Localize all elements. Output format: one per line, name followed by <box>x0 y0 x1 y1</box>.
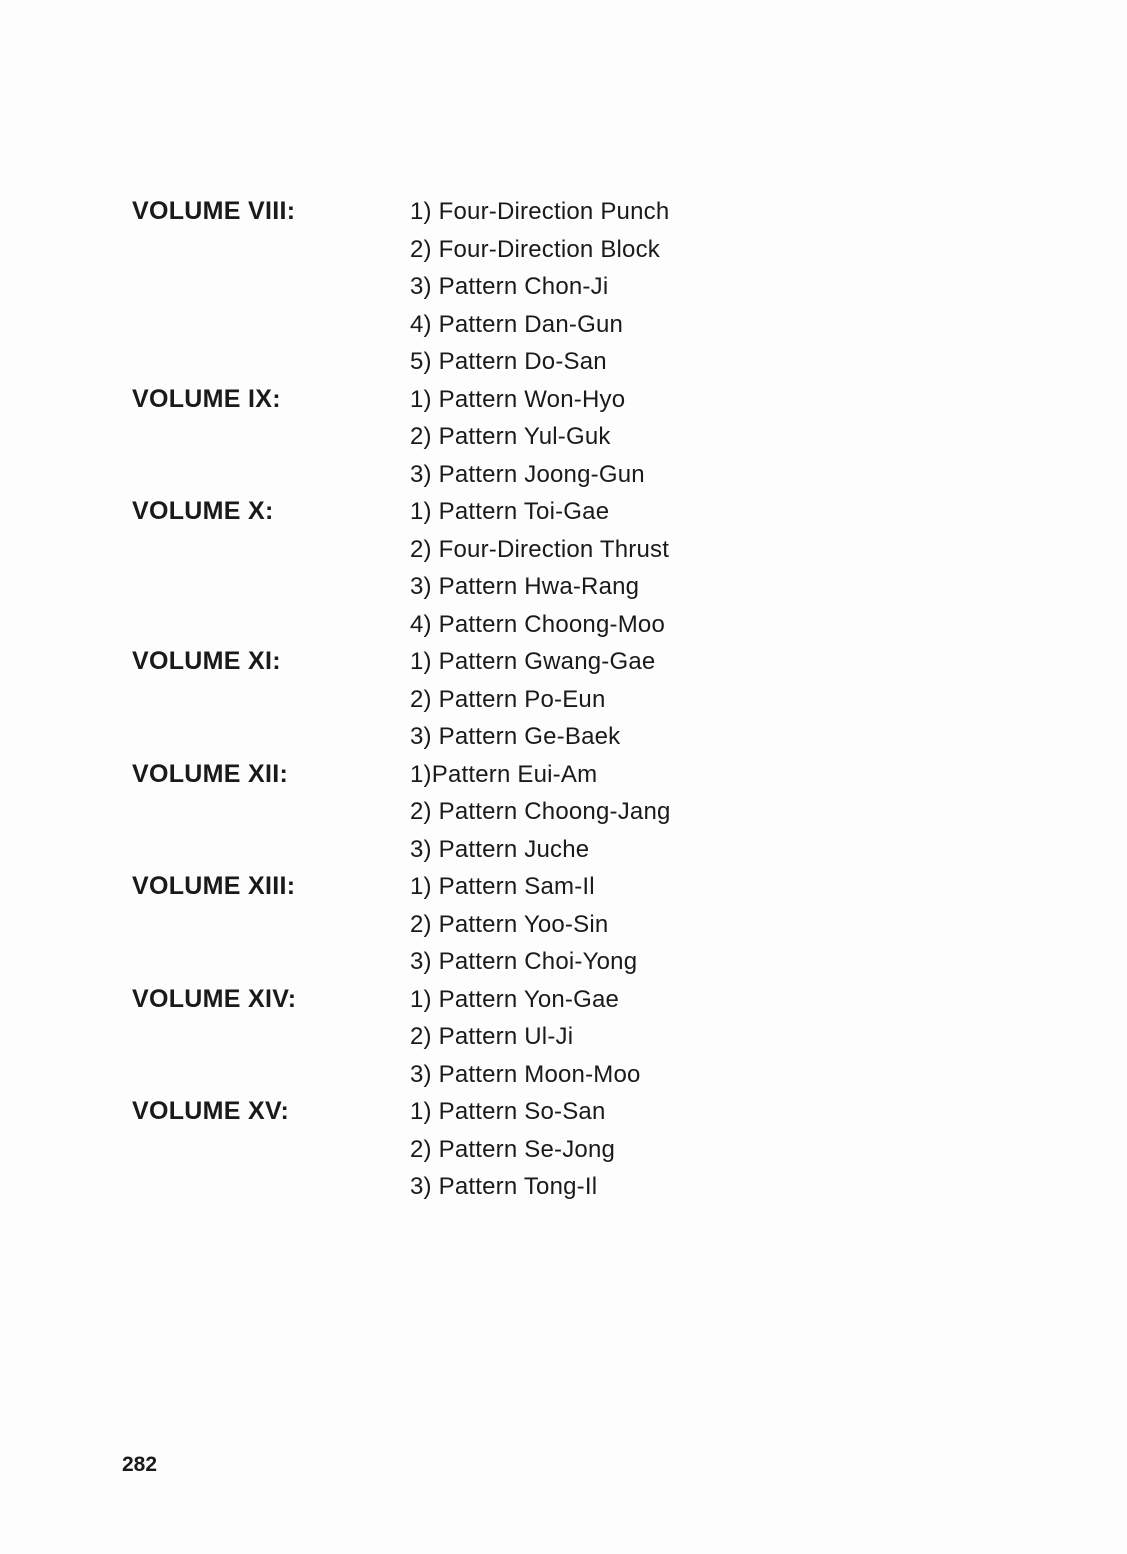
volume-item: 3) Pattern Tong-Il <box>410 1173 598 1200</box>
list-row <box>0 418 1127 456</box>
volume-item: 3) Pattern Chon-Ji <box>410 273 609 300</box>
volume-item: 2) Pattern Yoo-Sin <box>410 910 609 938</box>
list-row <box>0 906 1127 944</box>
list-row <box>0 643 1127 681</box>
volume-item: 1) Four-Direction Punch <box>410 198 670 225</box>
volume-item: 2) Four-Direction Thrust <box>410 535 670 563</box>
list-row <box>0 1093 1127 1131</box>
volume-item: 4) Pattern Choong-Moo <box>410 610 666 638</box>
list-row <box>0 943 1127 981</box>
volume-item: 2) Pattern Yul-Guk <box>410 423 611 450</box>
list-row <box>0 456 1127 494</box>
volume-item: 1) Pattern Sam-Il <box>410 873 595 900</box>
list-row <box>0 231 1127 269</box>
list-row <box>0 1131 1127 1169</box>
volume-item: 2) Pattern Po-Eun <box>410 685 606 713</box>
volume-item: 1) Pattern Gwang-Gae <box>410 648 656 675</box>
list-row <box>0 981 1127 1019</box>
volume-label: VOLUME XI: <box>132 647 281 675</box>
volume-item: 3) Pattern Joong-Gun <box>410 460 645 488</box>
list-row <box>0 1018 1127 1056</box>
list-row <box>0 193 1127 231</box>
volume-label: VOLUME VIII: <box>132 197 296 225</box>
list-row <box>0 831 1127 869</box>
volume-item: 1)Pattern Eui-Am <box>410 760 598 788</box>
volume-label: VOLUME XIII: <box>132 872 296 900</box>
volume-label: VOLUME XII: <box>132 759 289 788</box>
list-row <box>0 756 1127 794</box>
volume-item: 3) Pattern Choi-Yong <box>410 948 638 975</box>
volume-label: VOLUME XV: <box>132 1097 290 1125</box>
volume-label: VOLUME IX: <box>132 384 281 413</box>
list-row <box>0 1168 1127 1206</box>
volume-item: 1) Pattern Won-Hyo <box>410 385 626 413</box>
volume-item: 3) Pattern Ge-Baek <box>410 723 621 750</box>
volume-item: 2) Pattern Ul-Ji <box>410 1023 574 1050</box>
list-row <box>0 1056 1127 1094</box>
list-row <box>0 268 1127 306</box>
volume-item: 1) Pattern Yon-Gae <box>410 985 620 1013</box>
list-row <box>0 718 1127 756</box>
volume-item: 2) Pattern Choong-Jang <box>410 798 671 825</box>
list-row <box>0 568 1127 606</box>
list-row <box>0 868 1127 906</box>
volume-item: 3) Pattern Juche <box>410 835 590 863</box>
list-row <box>0 343 1127 381</box>
volume-item: 3) Pattern Hwa-Rang <box>410 573 640 600</box>
list-row <box>0 493 1127 531</box>
list-row <box>0 606 1127 644</box>
list-row <box>0 681 1127 719</box>
page-number: 282 <box>122 1453 158 1476</box>
list-row <box>0 306 1127 344</box>
volume-item: 3) Pattern Moon-Moo <box>410 1060 641 1088</box>
volume-item: 4) Pattern Dan-Gun <box>410 310 624 338</box>
volume-label: VOLUME XIV: <box>132 984 297 1013</box>
volume-item: 2) Pattern Se-Jong <box>410 1135 616 1163</box>
volume-label: VOLUME X: <box>132 497 274 525</box>
volume-item: 1) Pattern So-San <box>410 1098 606 1125</box>
volume-contents-list <box>0 193 1127 1206</box>
list-row <box>0 531 1127 569</box>
list-row <box>0 381 1127 419</box>
volume-item: 2) Four-Direction Block <box>410 235 661 263</box>
volume-item: 5) Pattern Do-San <box>410 348 607 375</box>
volume-item: 1) Pattern Toi-Gae <box>410 498 610 525</box>
list-row <box>0 793 1127 831</box>
